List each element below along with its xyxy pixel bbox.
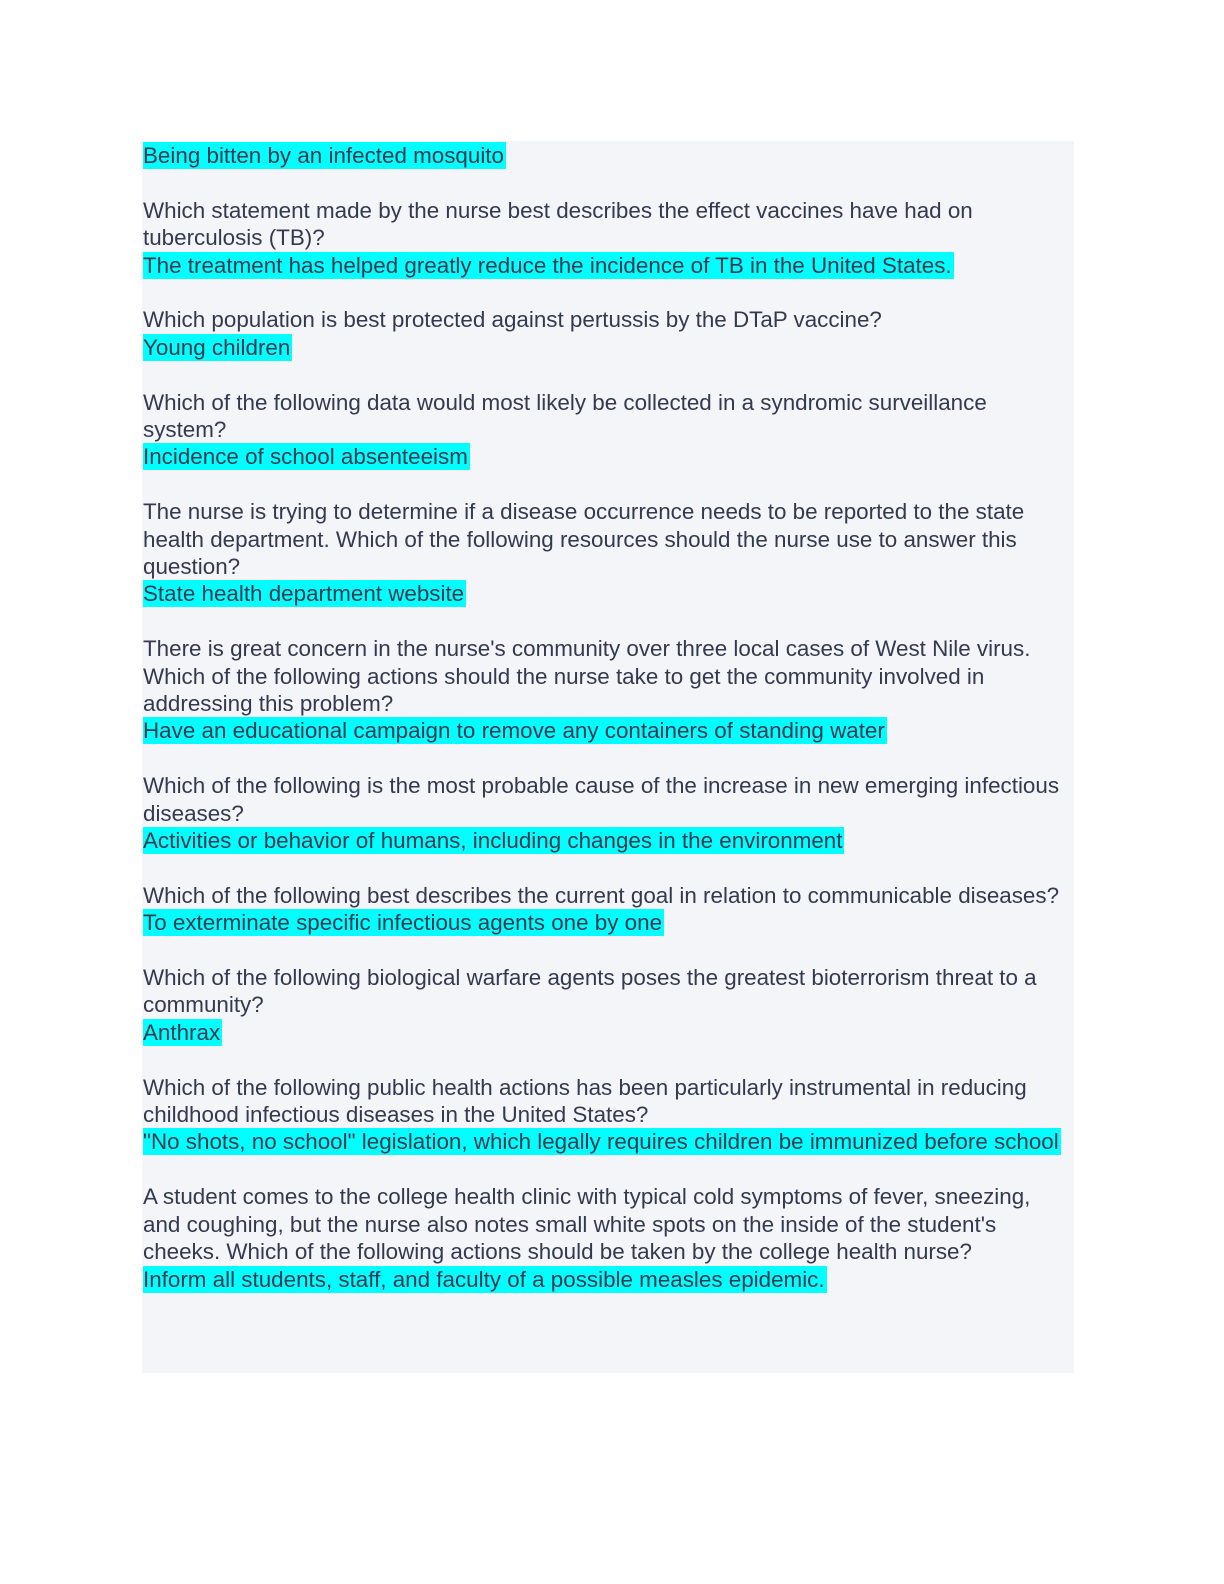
answer-highlight: Activities or behavior of humans, including changes in the environment: [143, 828, 843, 854]
answer-highlight: Young children: [143, 334, 291, 360]
answer-highlight: The treatment has helped greatly reduce the incidence of TB in the United States.: [143, 252, 952, 278]
first-answer-block: [143, 142, 1063, 169]
answer-highlight: Have an educational campaign to remove any containers of standing water: [143, 718, 885, 744]
qa-item-4: [143, 498, 1063, 608]
answer-highlight: Incidence of school absenteeism: [143, 444, 468, 470]
question-text: Which population is best protected against pertussis by the DTaP vaccine?: [143, 307, 882, 333]
qa-item-3: [143, 389, 1063, 471]
question-text: Which of the following biological warfare agents poses the greatest bioterrorism threat to a community?: [143, 965, 1037, 1018]
question-text: Which of the following public health actions has been particularly instrumental in reducing childhood infectious diseases in the United States?: [143, 1074, 1027, 1128]
qa-item-2: [143, 306, 1063, 361]
qa-item-6: [143, 772, 1063, 854]
question-text: A student comes to the college health clinic with typical cold symptoms of fever, sneezing, and coughing, but the nurse also notes small white spots on the inside of the student's cheeks. Which of the following actions should be taken by the college health nurse?: [143, 1184, 1031, 1265]
answer-highlight: Anthrax: [143, 1019, 221, 1045]
qa-item-5: [143, 635, 1063, 745]
question-text: Which of the following best describes the current goal in relation to communicable diseases?: [143, 882, 1060, 908]
qa-document: [143, 142, 1063, 1320]
question-text: Which statement made by the nurse best describes the effect vaccines have had on tuberculosis (TB)?: [143, 197, 973, 251]
question-text: Which of the following is the most probable cause of the increase in new emerging infectious diseases?: [143, 773, 1060, 826]
qa-item-9: [143, 1074, 1063, 1156]
question-text: There is great concern in the nurse's community over three local cases of West Nile virus. Which of the following actions should the nurse take to get the community involved in addressing this problem?: [143, 636, 1031, 717]
answer-highlight: "No shots, no school" legislation, which legally requires children be immunized before school: [143, 1129, 1059, 1155]
answer-highlight: Being bitten by an infected mosquito: [143, 143, 504, 168]
qa-item-8: [143, 964, 1063, 1046]
answer-highlight: Inform all students, staff, and faculty of a possible measles epidemic.: [143, 1266, 825, 1292]
question-text: Which of the following data would most likely be collected in a syndromic surveillance system?: [143, 389, 987, 443]
qa-item-10: [143, 1183, 1063, 1293]
qa-item-7: [143, 882, 1063, 937]
question-text: The nurse is trying to determine if a disease occurrence needs to be reported to the state health department. Which of the following resources should the nurse use to answer this question?: [143, 499, 1025, 580]
answer-highlight: State health department website: [143, 581, 465, 607]
answer-highlight: To exterminate specific infectious agents one by one: [143, 910, 663, 936]
qa-item-1: [143, 197, 1063, 279]
